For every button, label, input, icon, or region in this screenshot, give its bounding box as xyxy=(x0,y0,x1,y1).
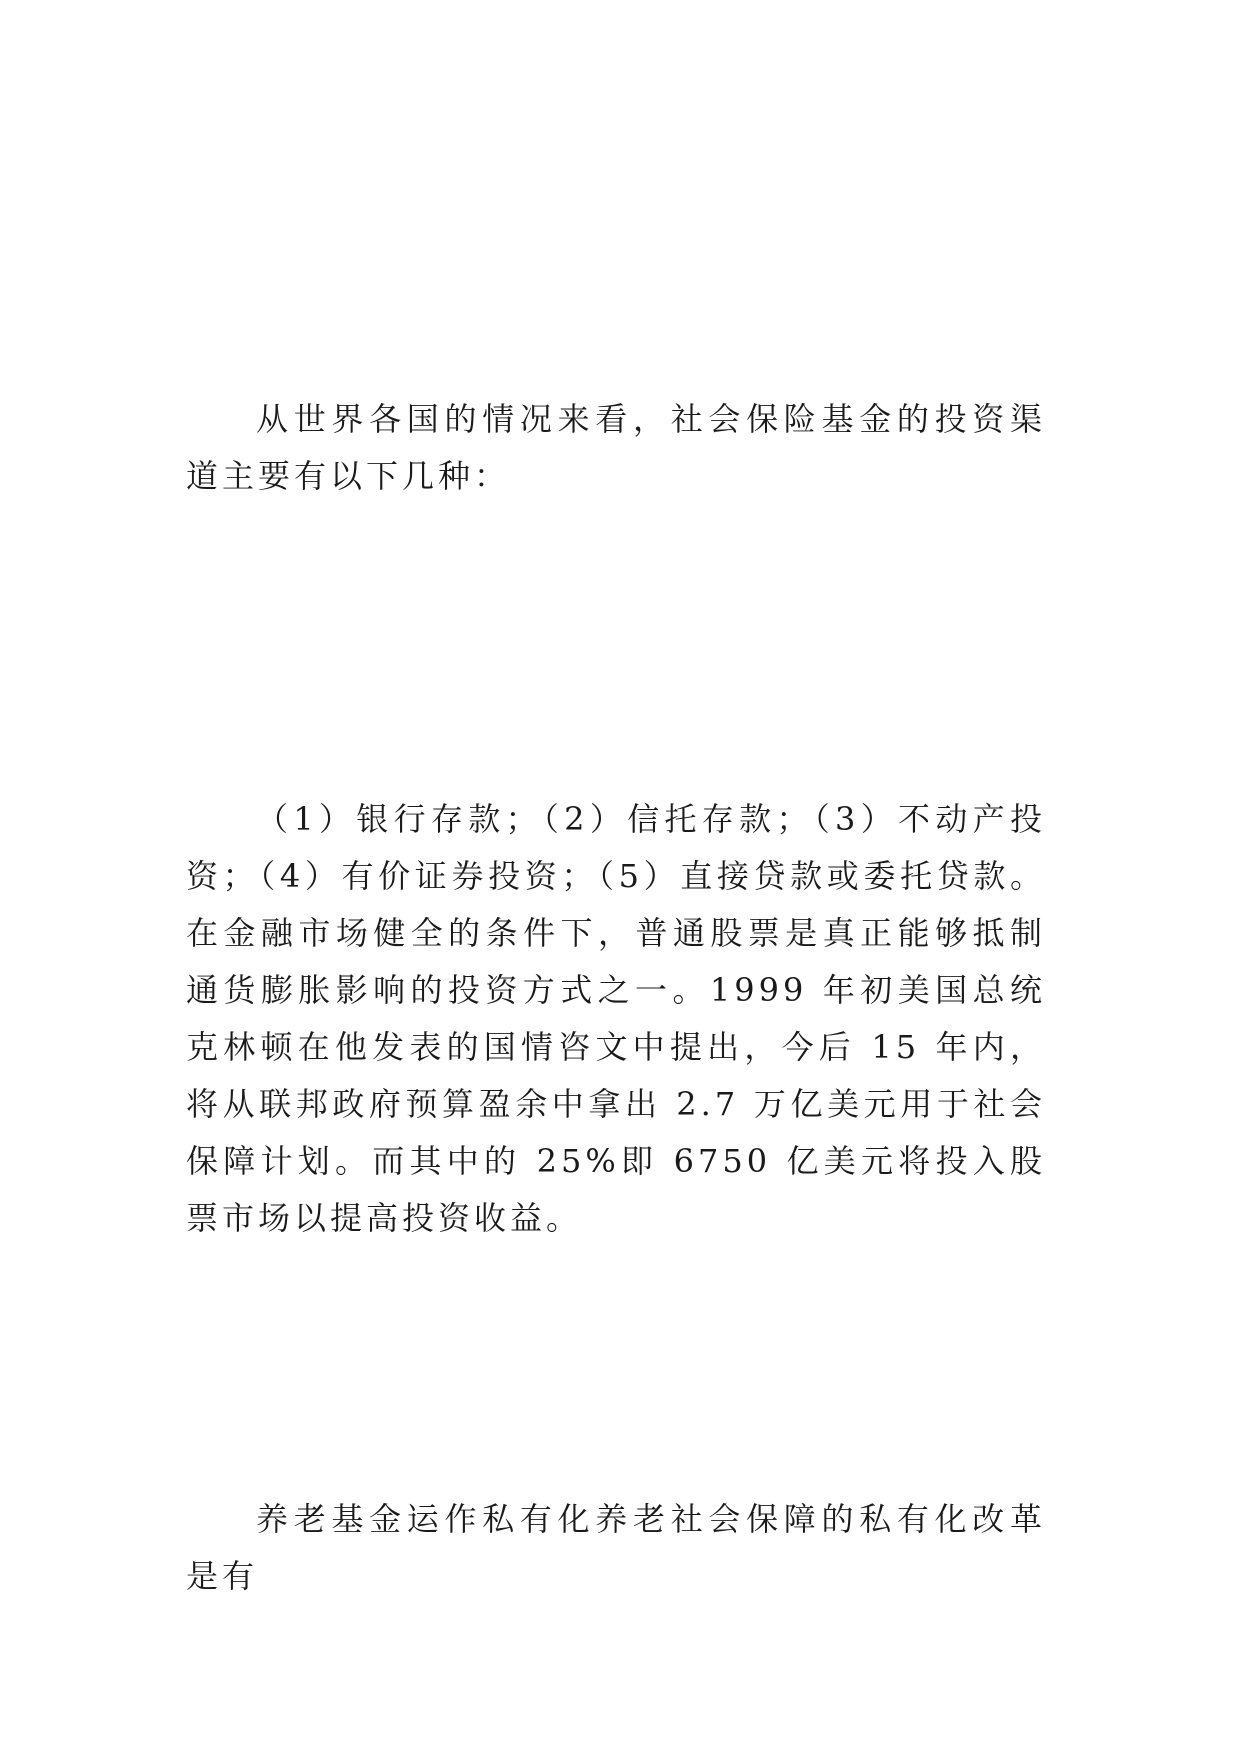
paragraph-investment-channels-list: （1）银行存款；（2）信托存款；（3）不动产投资；（4）有价证券投资；（5）直接贷款或委托贷款。在金融市场健全的条件下，普通股票是真正能够抵制通货膨胀影响的投资方式之一。1999 年初美国总统克林顿在他发表的国情咨文中提出，今后 15 年内，将从联邦政府预算盈余中拿出 2.7 万亿美元用于社会保障计划。而其中的 25%即 6750 亿美元将投入股票市场以提高投资收益。 xyxy=(186,800,1046,1237)
paragraph-pension-privatization: 养老基金运作私有化养老社会保障的私有化改革是有 xyxy=(186,1500,1046,1595)
paragraph-investment-channels-intro: 从世界各国的情况来看，社会保险基金的投资渠道主要有以下几种： xyxy=(186,400,1046,495)
